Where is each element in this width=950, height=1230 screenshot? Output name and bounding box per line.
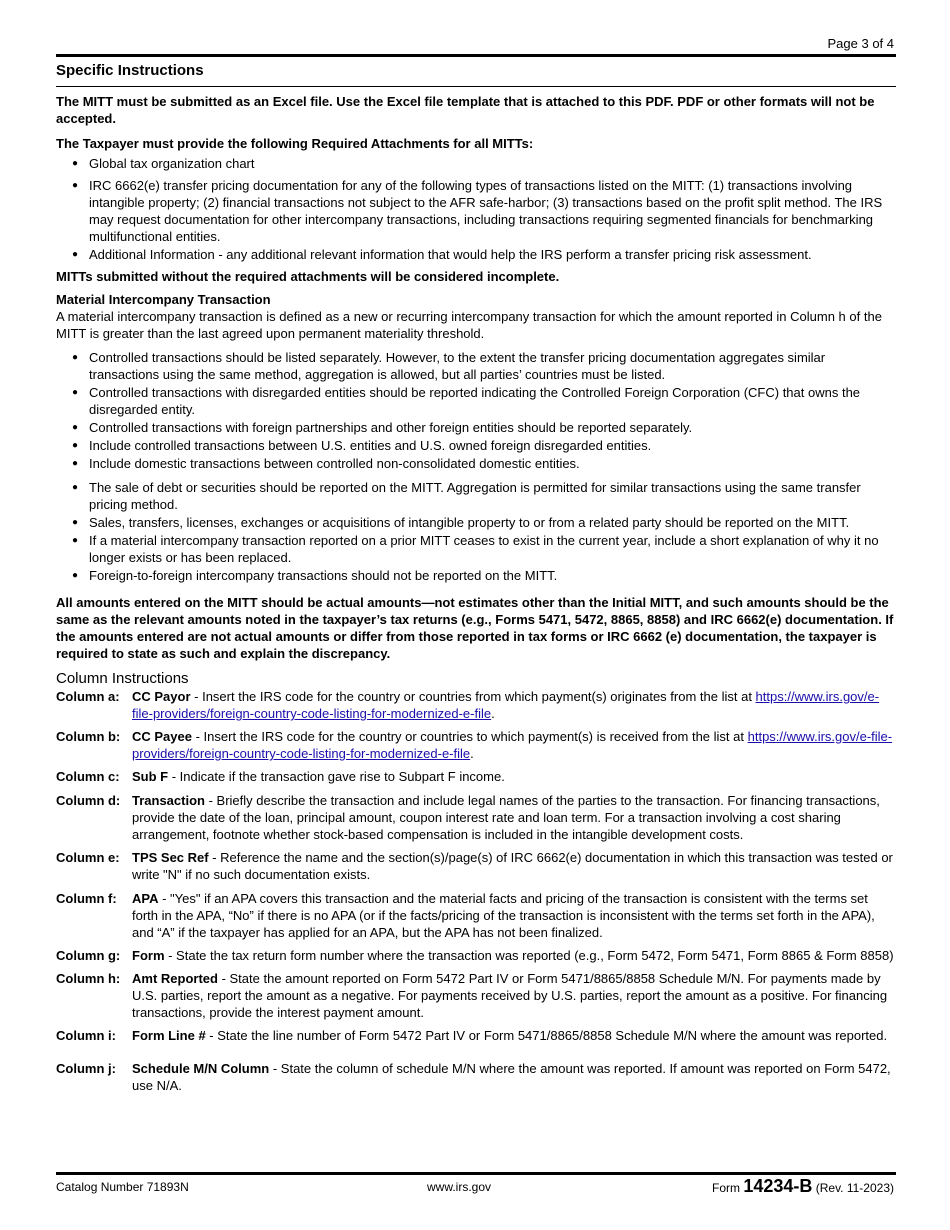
country-code-link[interactable]: https://www.irs.gov/e-file-providers/foreign-country-code-listing-for-modernized-e-file — [132, 729, 893, 761]
page-indicator: Page 3 of 4 — [827, 36, 894, 51]
column-description — [132, 970, 896, 1021]
amounts-note: All amounts entered on the MITT should be actual amounts—not estimates other than the Initial MITT, and such amounts should be the same as the relevant amounts noted in the taxpayer’s tax returns (e.g., Forms 5471, 5472, 8865, 8858) and IRC 6662(e) documentation. If the amounts entered are not actual amounts or differ from those reported in tax forms or IRC 6662 (e) documentation, the taxpayer is required to state as such and explain the discrepancy. — [56, 595, 894, 661]
column-f-row — [56, 890, 896, 941]
column-description — [132, 768, 896, 785]
column-label: Column i: — [56, 1028, 116, 1043]
form-revision: (Rev. 11-2023) — [815, 1181, 894, 1195]
column-description — [132, 688, 896, 722]
column-label: Column j: — [56, 1061, 116, 1076]
column-description — [132, 728, 896, 762]
column-i-row — [56, 1027, 896, 1044]
country-code-link[interactable]: https://www.irs.gov/e-file-providers/foreign-country-code-listing-for-modernized-e-file — [132, 689, 880, 721]
list-item: ● The sale of debt or securities should be reported on the MITT. Aggregation is permitted for similar transactions using the same transfer pricing method. — [56, 479, 896, 513]
column-text: - Insert the IRS code for the country or countries to which payment(s) is received from the list at — [191, 729, 748, 744]
intro-note: The MITT must be submitted as an Excel file. Use the Excel file template that is attached to this PDF. PDF or other formats will not be accepted. — [56, 94, 875, 126]
form-number: 14234-B — [743, 1176, 813, 1196]
column-text: - Briefly describe the transaction and include legal names of the parties to the transaction. For financing transactions, provide the date of the loan, principal amount, coupon interest rate and loan term. For a transaction involving a cost sharing arrangement, footnote whether stock-based compensation is included in the intangible development costs. — [132, 793, 880, 842]
column-name: APA — [132, 891, 159, 906]
column-label: Column h: — [56, 971, 121, 986]
column-g-row — [56, 947, 896, 964]
form-identifier — [712, 1176, 894, 1197]
list-item: ● Include controlled transactions between U.S. entities and U.S. owned foreign disregarded entities. — [56, 437, 896, 454]
column-text: - Insert the IRS code for the country or countries from which payment(s) originates from the list at — [190, 689, 756, 704]
column-label: Column g: — [56, 948, 121, 963]
column-text: - "Yes" if an APA covers this transaction and the material facts and pricing of the transaction is consistent with the terms set forth in the APA, “No” if there is no APA (or if the facts/pricing of the transaction is inconsistent with the terms set forth in the APA), and “A” if the taxpayer has applied for an APA, but the APA has not been finalized. — [132, 891, 875, 940]
material-list-1 — [56, 349, 896, 472]
attachments-heading: The Taxpayer must provide the following Required Attachments for all MITTs: — [56, 136, 534, 151]
column-label: Column e: — [56, 850, 120, 865]
column-a-row — [56, 688, 896, 722]
material-list-2 — [56, 479, 896, 584]
column-description — [132, 1027, 896, 1044]
link-suffix: . — [491, 706, 495, 721]
bottom-rule — [56, 1172, 896, 1175]
column-text: - State the line number of Form 5472 Part IV or Form 5471/8865/8858 Schedule M/N where the amount was reported. — [205, 1028, 888, 1043]
attachments-list — [56, 155, 896, 263]
website-link[interactable]: www.irs.gov — [427, 1180, 492, 1194]
column-name: CC Payee — [132, 729, 192, 744]
column-text: - Reference the name and the section(s)/page(s) of IRC 6662(e) documentation in which this transaction was tested or write "N" if no such documentation exists. — [132, 850, 893, 882]
material-heading: Material Intercompany Transaction — [56, 292, 271, 307]
list-item: ● Controlled transactions with foreign partnerships and other foreign entities should be reported separately. — [56, 419, 896, 436]
column-description — [132, 792, 896, 843]
column-description — [132, 890, 896, 941]
column-e-row — [56, 849, 896, 883]
column-name: Amt Reported — [132, 971, 218, 986]
column-text: - State the tax return form number where the transaction was reported (e.g., Form 5472, Form 5471, Form 8865 & Form 8858) — [164, 948, 894, 963]
column-h-row — [56, 970, 896, 1021]
form-prefix: Form — [712, 1181, 740, 1195]
title-rule — [56, 86, 896, 87]
link-suffix: . — [470, 746, 474, 761]
column-d-row — [56, 792, 896, 843]
column-b-row — [56, 728, 896, 762]
column-description — [132, 849, 896, 883]
column-label: Column c: — [56, 769, 120, 784]
list-item: ● Include domestic transactions between controlled non-consolidated domestic entities. — [56, 455, 896, 472]
incomplete-note: MITTs submitted without the required attachments will be considered incomplete. — [56, 269, 560, 284]
column-text: - State the column of schedule M/N where the amount was reported. If amount was reported on Form 5472, use N/A. — [132, 1061, 891, 1093]
column-j-row — [56, 1060, 896, 1094]
column-name: Form — [132, 948, 165, 963]
column-name: Transaction — [132, 793, 205, 808]
list-item: ● Additional Information - any additional relevant information that would help the IRS perform a transfer pricing risk assessment. — [56, 246, 896, 263]
column-name: Schedule M/N Column — [132, 1061, 270, 1076]
column-label: Column f: — [56, 891, 117, 906]
list-item: ● If a material intercompany transaction reported on a prior MITT ceases to exist in the current year, include a short explanation of why it no longer exists or has been replaced. — [56, 532, 896, 566]
column-c-row — [56, 768, 896, 785]
column-name: TPS Sec Ref — [132, 850, 209, 865]
column-description — [132, 947, 896, 964]
catalog-number: Catalog Number 71893N — [56, 1180, 189, 1194]
column-text: - Indicate if the transaction gave rise to Subpart F income. — [168, 769, 505, 784]
column-name: CC Payor — [132, 689, 191, 704]
list-item: ● Controlled transactions with disregarded entities should be reported indicating the Controlled Foreign Corporation (CFC) that owns the disregarded entity. — [56, 384, 896, 418]
column-name: Form Line # — [132, 1028, 206, 1043]
column-label: Column a: — [56, 689, 120, 704]
column-instructions-heading: Column Instructions — [56, 670, 189, 687]
column-text: - State the amount reported on Form 5472 Part IV or Form 5471/8865/8858 Schedule M/N. For payments made by U.S. parties, report the amount as a negative. For payments received by U.S. parties, report the amount as a positive. For financing transactions, provide the interest payment amount. — [132, 971, 888, 1020]
column-name: Sub F — [132, 769, 169, 784]
list-item: ● Foreign-to-foreign intercompany transactions should not be reported on the MITT. — [56, 567, 896, 584]
column-description — [132, 1060, 896, 1094]
top-rule — [56, 54, 896, 57]
list-item: ● Global tax organization chart — [56, 155, 896, 172]
material-definition: A material intercompany transaction is defined as a new or recurring intercompany transaction for which the amount reported in Column h of the MITT is greater than the last agreed upon permanent materiality threshold. — [56, 309, 882, 341]
column-label: Column d: — [56, 793, 121, 808]
list-item: ● Sales, transfers, licenses, exchanges or acquisitions of intangible property to or from a related party should be reported on the MITT. — [56, 514, 896, 531]
column-label: Column b: — [56, 729, 121, 744]
list-item: ● IRC 6662(e) transfer pricing documentation for any of the following types of transactions listed on the MITT: (1) transactions involving intangible property; (2) financial transactions not subject to the AFR safe-harbor; (3) transactions based on the profit split method. The IRS may request documentation for other intercompany transactions, including transactions requiring segmented financials for benchmarking multifunctional entities. — [56, 177, 896, 245]
section-title: Specific Instructions — [56, 62, 204, 79]
list-item: ● Controlled transactions should be listed separately. However, to the extent the transfer pricing documentation aggregates similar transactions using the same method, aggregation is allowed, but all parties’ countries must be listed. — [56, 349, 896, 383]
instructions-content — [56, 93, 896, 1094]
